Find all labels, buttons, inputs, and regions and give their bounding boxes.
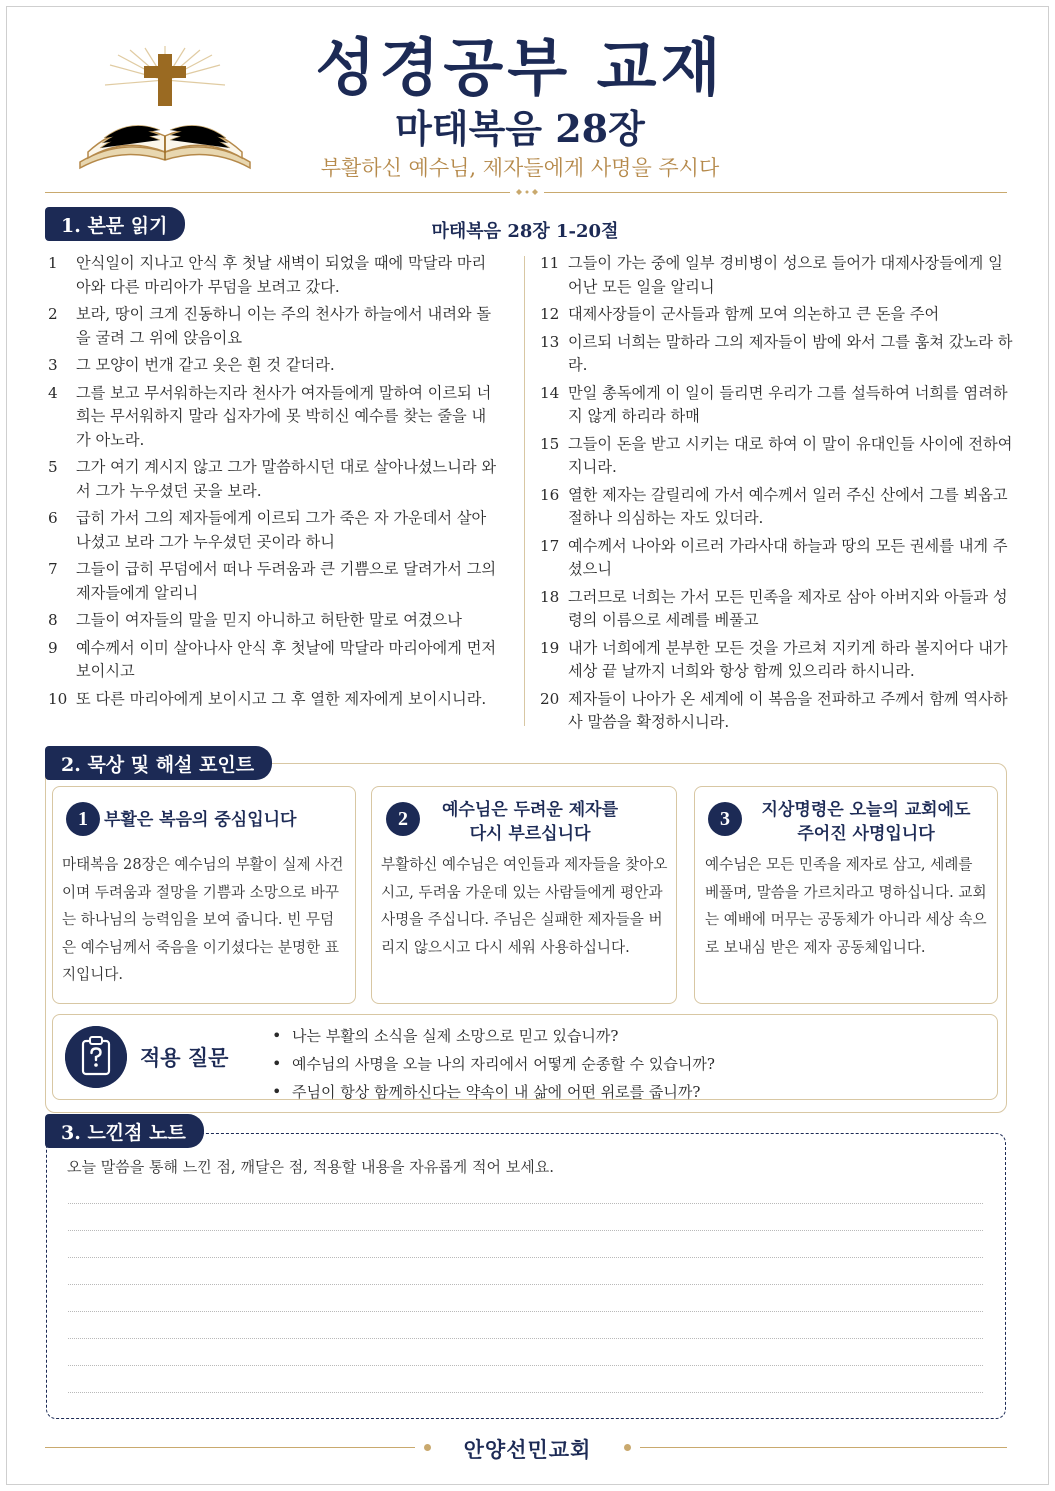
point-title: 예수님은 두려운 제자를 다시 부르십니다 — [441, 800, 619, 844]
verse-text: 이르되 너희는 말하라 그의 제자들이 밤에 와서 그를 훔쳐 갔노라 하라. — [568, 332, 1013, 374]
point-number-badge: 1 — [66, 802, 100, 836]
section-2-tab: 2. 묵상 및 해설 포인트 — [45, 746, 272, 780]
notes-prompt: 오늘 말씀을 통해 느낀 점, 깨달은 점, 적용할 내용을 자유롭게 적어 보세요. — [67, 1158, 554, 1176]
verse-row — [48, 609, 498, 633]
question-item: • 예수님의 사명을 오늘 나의 자리에서 어떻게 순종할 수 있습니까? — [272, 1050, 715, 1078]
verse-row — [48, 252, 498, 299]
verse-text: 열한 제자는 갈릴리에 가서 예수께서 일러 주신 산에서 그를 뵈옵고 절하나 의심하는 자도 있더라. — [568, 485, 1008, 527]
point-body: 부활하신 예수님은 여인들과 제자들을 찾아오시고, 두려움 가운데 있는 사람들에게 평안과 사명을 주십니다. 주님은 실패한 제자들을 버리지 않으시고 다시 세워 사용하십니다. — [381, 856, 668, 956]
verse-number: 15 — [540, 434, 560, 453]
passage-reference: 마태복음 28장 1-20절 — [431, 221, 619, 242]
verse-number: 8 — [48, 611, 58, 629]
verse-text: 보라, 땅이 크게 진동하니 이는 주의 천사가 하늘에서 내려와 돌을 굴려 그 위에 앉음이요 — [76, 305, 492, 347]
verse-row — [48, 688, 498, 712]
church-name: 안양선민교회 — [463, 1437, 592, 1462]
verse-row — [48, 456, 498, 503]
verse-row — [48, 382, 498, 453]
verse-text: 내가 너희에게 분부한 모든 것을 가르쳐 지키게 하라 볼지어다 내가 세상 끝 날까지 너희와 항상 함께 있으리라 하시니라. — [568, 638, 1008, 680]
verse-row — [540, 331, 1015, 378]
footer-divider-left — [45, 1447, 415, 1448]
note-line[interactable] — [68, 1230, 983, 1231]
verse-row — [48, 354, 498, 378]
verse-text: 또 다른 마리아에게 보이시고 그 후 열한 제자에게 보이시니라. — [76, 689, 487, 708]
point-body: 마태복음 28장은 예수님의 부활이 실제 사건이며 두려움과 절망을 기쁨과 소망으로 바꾸는 하나님의 능력임을 보여 줍니다. 빈 무덤은 예수님께서 죽음을 이기셨다는 분명한 표지입니다. — [62, 856, 344, 983]
application-questions — [272, 1022, 715, 1106]
verse-number: 5 — [48, 458, 58, 476]
page-subtitle: 마태복음 28장 — [395, 106, 645, 151]
verse-row — [48, 303, 498, 350]
point-title: 지상명령은 오늘의 교회에도 주어진 사명입니다 — [761, 800, 971, 844]
page-title: 성경공부 교재 — [315, 31, 725, 104]
verse-row — [48, 637, 498, 684]
verse-row — [48, 507, 498, 554]
footer-dot — [624, 1444, 631, 1451]
verses-left-column — [48, 252, 498, 715]
verse-row — [540, 303, 1015, 327]
page-theme: 부활하신 예수님, 제자들에게 사명을 주시다 — [320, 156, 720, 180]
verse-number: 2 — [48, 305, 58, 323]
verse-number: 7 — [48, 560, 58, 578]
verse-number: 18 — [540, 587, 560, 606]
note-line[interactable] — [68, 1338, 983, 1339]
verse-number: 11 — [540, 254, 560, 272]
verse-text: 그 모양이 번개 같고 옷은 흰 것 같더라. — [76, 356, 335, 374]
section-1-tab: 1. 본문 읽기 — [45, 207, 185, 241]
verse-text: 그들이 돈을 받고 시키는 대로 하여 이 말이 유대인들 사이에 전하여지니라. — [568, 434, 1013, 476]
column-separator — [524, 256, 525, 726]
verse-number: 19 — [540, 638, 560, 657]
verse-row — [540, 586, 1015, 633]
point-title: 부활은 복음의 중심입니다 — [104, 810, 297, 830]
verse-text: 그가 여기 계시지 않고 그가 말씀하시던 대로 살아나셨느니라 와서 그가 누우셨던 곳을 보라. — [76, 458, 497, 500]
verse-number: 14 — [540, 383, 560, 402]
verse-text: 그들이 가는 중에 일부 경비병이 성으로 들어가 대제사장들에게 일어난 모든 일을 알리니 — [568, 254, 1003, 296]
header — [0, 0, 1055, 200]
verse-text: 그러므로 너희는 가서 모든 민족을 제자로 삼아 아버지와 아들과 성령의 이름으로 세례를 베풀고 — [568, 587, 1008, 629]
question-item: • 주님이 항상 함께하신다는 약속이 내 삶에 어떤 위로를 줍니까? — [272, 1078, 715, 1106]
note-line[interactable] — [68, 1284, 983, 1285]
diamond-ornament-icon — [510, 186, 544, 198]
verse-number: 4 — [48, 383, 58, 402]
note-line[interactable] — [68, 1365, 983, 1366]
verse-text: 제자들이 나아가 온 세계에 이 복음을 전파하고 주께서 함께 역사하사 말씀을 확정하시니라. — [568, 689, 1008, 731]
verse-number: 3 — [48, 356, 58, 374]
verse-text: 그를 보고 무서워하는지라 천사가 여자들에게 말하여 이르되 너희는 무서워하지 말라 십자가에 못 박히신 예수를 찾는 줄을 내가 아노라. — [76, 383, 492, 449]
verses-right-column — [540, 252, 1015, 739]
verse-number: 16 — [540, 485, 560, 504]
verse-row — [540, 252, 1015, 299]
verse-row — [540, 382, 1015, 429]
point-number-badge: 2 — [386, 802, 420, 836]
note-line[interactable] — [68, 1311, 983, 1312]
verse-number: 20 — [540, 689, 560, 708]
verse-text: 그들이 여자들의 말을 믿지 아니하고 허탄한 말로 여겼으나 — [76, 611, 462, 629]
verse-text: 예수께서 나아와 이르러 가라사대 하늘과 땅의 모든 권세를 내게 주셨으니 — [568, 536, 1008, 578]
point-number-badge: 3 — [708, 802, 742, 836]
note-line[interactable] — [68, 1203, 983, 1204]
verse-number: 10 — [48, 689, 68, 708]
verse-text: 예수께서 이미 살아나사 안식 후 첫날에 막달라 마리아에게 먼저 보이시고 — [76, 638, 497, 680]
verse-number: 13 — [540, 332, 560, 351]
verse-row — [540, 535, 1015, 582]
verse-number: 17 — [540, 536, 560, 555]
footer-divider-right — [640, 1447, 1007, 1448]
clipboard-question-icon — [65, 1026, 127, 1088]
open-bible-cross-icon — [70, 40, 260, 175]
verse-number: 9 — [48, 638, 58, 657]
point-body: 예수님은 모든 민족을 제자로 삼고, 세례를 베풀며, 말씀을 가르치라고 명하십니다. 교회는 예배에 머무는 공동체가 아니라 세상 속으로 보내심 받은 제자 공동체입니다. — [705, 856, 987, 956]
verse-text: 급히 가서 그의 제자들에게 이르되 그가 죽은 자 가운데서 살아나셨고 보라 그가 누우셨던 곳이라 하니 — [76, 509, 487, 551]
question-item: • 나는 부활의 소식을 실제 소망으로 믿고 있습니까? — [272, 1022, 715, 1050]
section-3-tab: 3. 느낀점 노트 — [45, 1114, 204, 1148]
verse-text: 대제사장들이 군사들과 함께 모여 의논하고 큰 돈을 주어 — [568, 305, 940, 323]
verse-row — [540, 688, 1015, 735]
verse-number: 12 — [540, 305, 560, 323]
verse-number: 1 — [48, 254, 58, 272]
verse-row — [48, 558, 498, 605]
verse-text: 그들이 급히 무덤에서 떠나 두려움과 큰 기쁨으로 달려가서 그의 제자들에게 알리니 — [76, 560, 497, 602]
verse-row — [540, 484, 1015, 531]
verse-text: 만일 총독에게 이 일이 들리면 우리가 그를 설득하여 너희를 염려하지 않게 하리라 하매 — [568, 383, 1008, 425]
verse-row — [540, 433, 1015, 480]
note-line[interactable] — [68, 1257, 983, 1258]
application-label: 적용 질문 — [140, 1045, 229, 1070]
verse-row — [540, 637, 1015, 684]
verse-text: 안식일이 지나고 안식 후 첫날 새벽이 되었을 때에 막달라 마리아와 다른 마리아가 무덤을 보려고 갔다. — [76, 254, 487, 296]
note-line[interactable] — [68, 1392, 983, 1393]
verse-number: 6 — [48, 509, 58, 527]
